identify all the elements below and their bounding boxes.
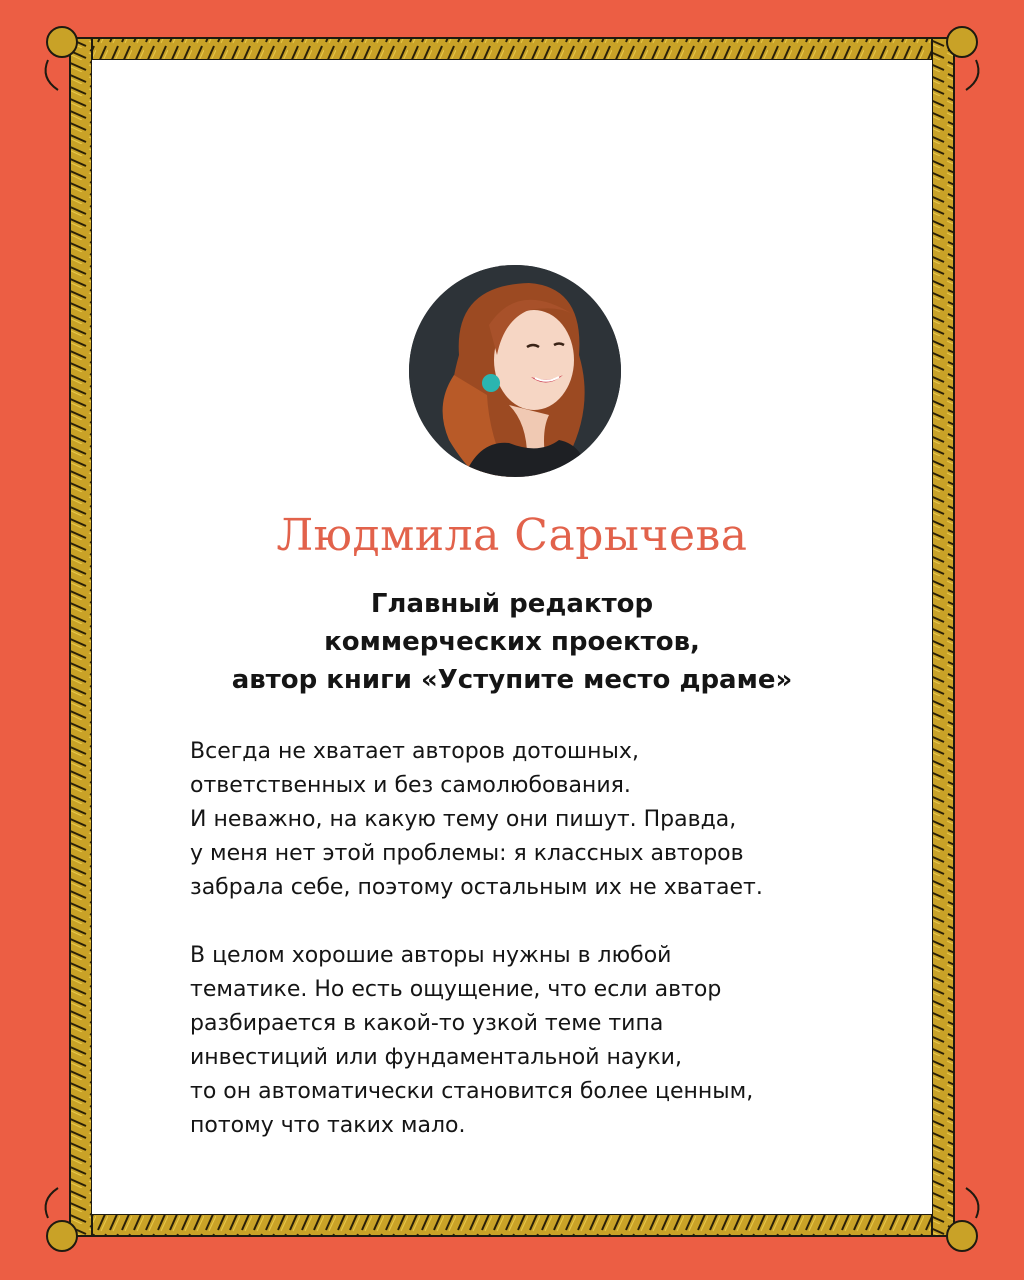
quote-line: В целом хорошие авторы нужны в любой bbox=[190, 943, 672, 968]
quote-line: инвестиций или фундаментальной науки, bbox=[190, 1045, 682, 1070]
quote-line: разбирается в какой-то узкой теме типа bbox=[190, 1011, 664, 1036]
quote-paragraph bbox=[190, 735, 870, 905]
rope-top bbox=[70, 38, 954, 60]
quote-line: И неважно, на какую тему они пишут. Правда, bbox=[190, 807, 737, 832]
position-line: автор книги «Уступите место драме» bbox=[231, 665, 793, 695]
person-position bbox=[0, 585, 1024, 699]
quote-line: у меня нет этой проблемы: я классных авторов bbox=[190, 841, 744, 866]
quote-line: то он автоматически становится более ценным, bbox=[190, 1079, 754, 1104]
quote-paragraph bbox=[190, 939, 870, 1143]
quote-line: забрала себе, поэтому остальным их не хватает. bbox=[190, 875, 763, 900]
portrait-photo bbox=[409, 265, 621, 477]
position-line: Главный редактор bbox=[370, 589, 654, 619]
quote-line: потому что таких мало. bbox=[190, 1113, 466, 1138]
quote-line: ответственных и без самолюбования. bbox=[190, 773, 631, 798]
quote-text bbox=[190, 735, 870, 1177]
quote-line: тематике. Но есть ощущение, что если автор bbox=[190, 977, 722, 1002]
rope-bottom bbox=[70, 1214, 954, 1236]
quote-line: Всегда не хватает авторов дотошных, bbox=[190, 739, 639, 764]
person-name: Людмила Сарычева bbox=[276, 510, 748, 561]
position-line: коммерческих проектов, bbox=[324, 627, 700, 657]
